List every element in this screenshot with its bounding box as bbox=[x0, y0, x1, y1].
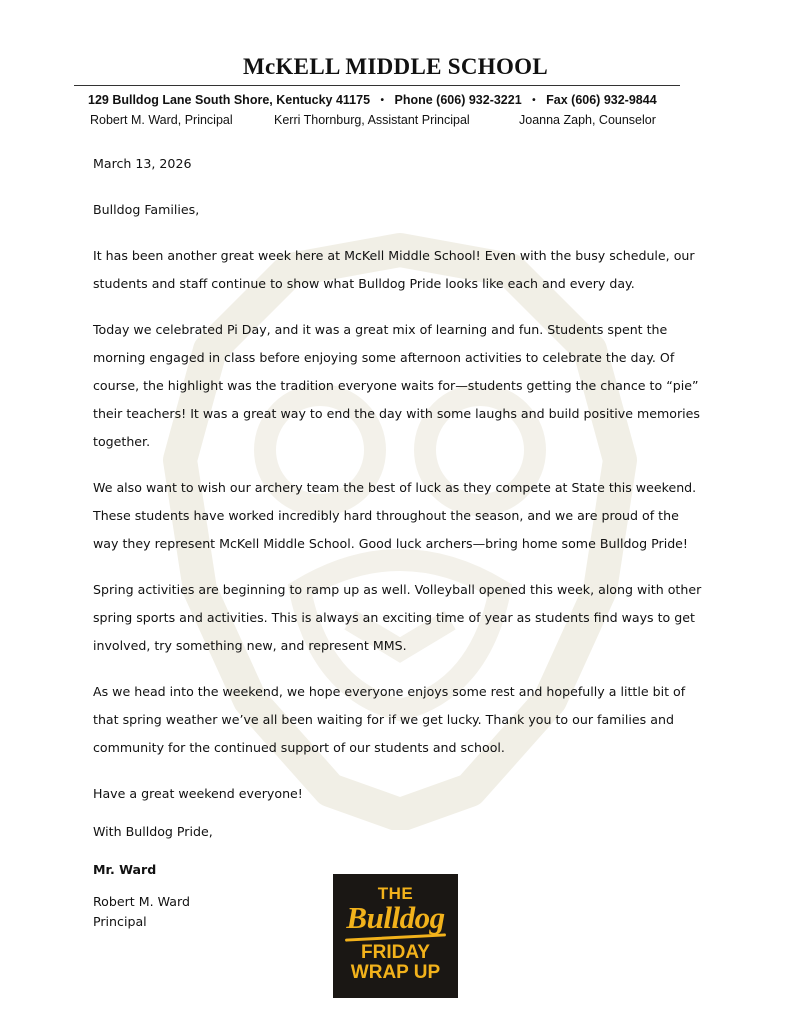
letter-paragraph: Today we celebrated Pi Day, and it was a great mix of learning and fun. Students spent the morning engaged in class before enjoying some afternoon activities to celebrate the day. Of course, the highlight was the tradition everyone waits for—students getting the chance to “pie” their teachers! It was a great way to end the day with some laughs and build positive memories together. bbox=[93, 322, 700, 449]
contact-line bbox=[88, 93, 657, 107]
signer-full-name: Robert M. Ward bbox=[93, 894, 190, 909]
bullet-icon: • bbox=[532, 95, 536, 106]
school-address: 129 Bulldog Lane South Shore, Kentucky 41175 bbox=[88, 93, 371, 107]
friday-wrap-up-logo bbox=[333, 874, 458, 998]
letter-body bbox=[93, 150, 705, 932]
logo-line-bulldog: Bulldog bbox=[346, 900, 445, 935]
letter-paragraph: It has been another great week here at McKell Middle School! Even with the busy schedule, our students and staff continue to show what Bulldog Pride looks like each and every day. bbox=[93, 248, 695, 291]
school-fax: Fax (606) 932-9844 bbox=[546, 93, 657, 107]
bullet-icon: • bbox=[380, 95, 385, 106]
school-phone: Phone (606) 932-3221 bbox=[394, 93, 522, 107]
logo-line-friday: FRIDAY bbox=[361, 942, 430, 963]
letter-paragraph: As we head into the weekend, we hope everyone enjoys some rest and hopefully a little bit of that spring weather we’ve all been waiting for if we get lucky. Thank you to our families and community for the continued support of our students and school. bbox=[93, 684, 686, 755]
signer-title: Principal bbox=[93, 914, 147, 929]
school-name: McKELL MIDDLE SCHOOL bbox=[242, 54, 549, 79]
letter-greeting: Bulldog Families, bbox=[93, 202, 200, 217]
letter-sign-off: With Bulldog Pride, bbox=[93, 824, 213, 839]
letter-paragraph: Spring activities are beginning to ramp up as well. Volleyball opened this week, along with other spring sports and activities. This is always an exciting time of year as students find ways to get involved, try something new, and represent MMS. bbox=[93, 582, 702, 653]
signature-name: Mr. Ward bbox=[93, 862, 157, 877]
logo-line-the: THE bbox=[377, 884, 414, 903]
letter-closing: Have a great weekend everyone! bbox=[93, 786, 303, 801]
logo-line-wrap-up: WRAP UP bbox=[350, 962, 441, 983]
staff-assistant-principal: Kerri Thornburg, Assistant Principal bbox=[274, 113, 470, 127]
staff-principal: Robert M. Ward, Principal bbox=[90, 113, 233, 127]
staff-counselor: Joanna Zaph, Counselor bbox=[519, 113, 656, 127]
header-divider bbox=[74, 85, 680, 86]
letter-date: March 13, 2026 bbox=[93, 156, 192, 171]
letter-paragraph: We also want to wish our archery team the best of luck as they compete at State this weekend. These students have worked incredibly hard throughout the season, and we are proud of the way they represent McKell Middle School. Good luck archers—bring home some Bulldog Pride! bbox=[93, 480, 697, 551]
